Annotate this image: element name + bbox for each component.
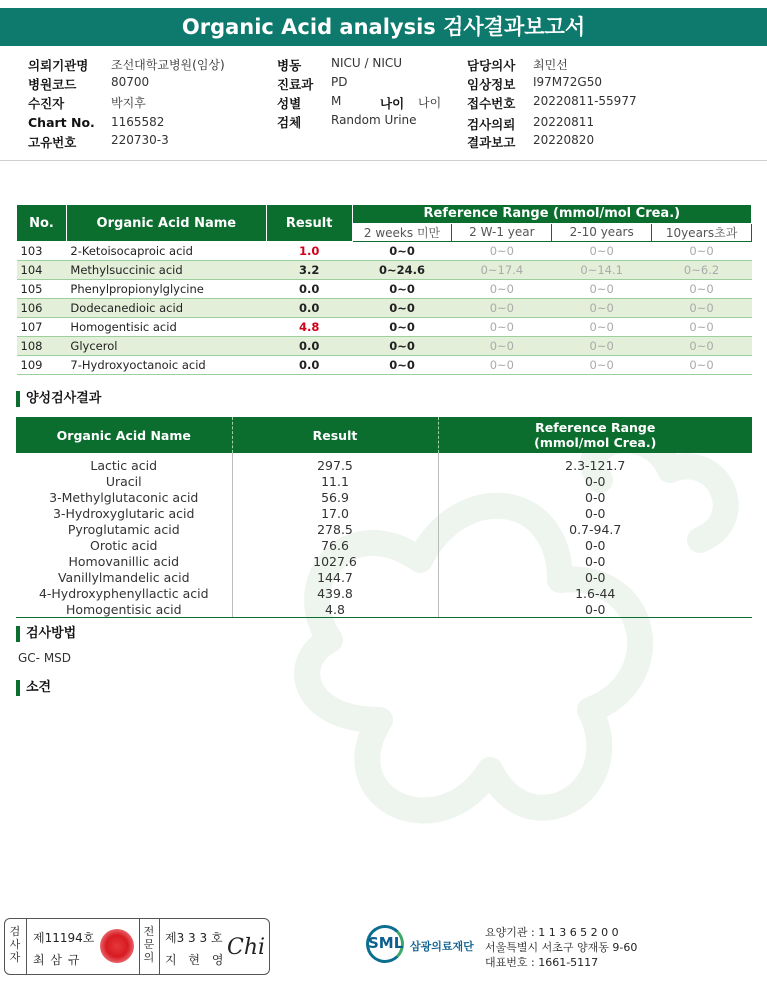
value-unique-no: 220730-3 [111,133,169,147]
value-doctor: 최민선 [533,58,568,72]
ref-line-1: Reference Range [535,420,656,435]
label-age: 나이 [380,96,405,111]
row-ref: 0-0 [438,505,752,521]
signature-box [4,918,270,975]
row-name: Phenylpropionylglycine [66,280,266,299]
org-code: 요양기관 : 1 1 3 6 5 2 0 0 [485,926,619,939]
row-ref-2: 0~0 [452,356,552,375]
row-no: 106 [17,299,67,318]
row-ref: 0-0 [438,489,752,505]
label-institution: 의뢰기관명 [28,58,89,73]
section-method-title: 검사방법 [16,626,76,642]
table-row [16,489,752,505]
method-text: GC- MSD [18,651,72,665]
row-result: 278.5 [232,521,438,537]
section-opinion-title: 소견 [16,680,51,696]
label-clinical-info: 임상정보 [467,77,516,92]
value-age: 나이 [418,96,442,110]
value-hospital-code: 80700 [111,75,150,89]
row-ref-4: 0~0 [652,318,752,337]
sub-2w-1y: 2 W-1 year [452,223,552,242]
value-receipt-no: 20220811-55977 [533,94,637,108]
row-result: 0.0 [266,356,352,375]
row-ref-2: 0~0 [452,299,552,318]
label-specimen: 검체 [277,115,302,130]
row-name: Homogentisic acid [16,601,232,618]
table-row [16,505,752,521]
col-name: Organic Acid Name [66,205,266,242]
table-row [17,356,752,375]
examiner-name: 최 삼 규 [33,953,81,967]
sub-2weeks: 2 weeks 미만 [352,223,452,242]
label-department: 진료과 [277,77,314,92]
row-ref-1: 0~0 [352,299,452,318]
org-name: 삼광의료재단 [410,940,474,953]
label-sex: 성별 [277,96,302,111]
row-result: 297.5 [232,453,438,473]
row-ref-3: 0~0 [552,242,652,261]
row-ref-1: 0~0 [352,337,452,356]
row-result: 11.1 [232,473,438,489]
row-ref-3: 0~0 [552,299,652,318]
row-ref: 0-0 [438,537,752,553]
row-ref: 2.3-121.7 [438,453,752,473]
col-result: Result [266,205,352,242]
row-name: Dodecanedioic acid [66,299,266,318]
row-ref-1: 0~0 [352,280,452,299]
row-no: 109 [17,356,67,375]
patient-info [28,56,748,152]
table-row [16,553,752,569]
row-result: 0.0 [266,280,352,299]
row-ref-1: 0~0 [352,242,452,261]
row-result: 0.0 [266,337,352,356]
label-unique-no: 고유번호 [28,135,77,150]
row-result: 4.8 [266,318,352,337]
row-ref-2: 0~17.4 [452,261,552,280]
row-ref: 0-0 [438,569,752,585]
logo-text: SML [368,934,404,952]
label-ward: 병동 [277,58,302,73]
row-name: Methylsuccinic acid [66,261,266,280]
label-doctor: 담당의사 [467,58,516,73]
row-ref-4: 0~0 [652,242,752,261]
value-department: PD [331,75,348,89]
org-address: 서울특별시 서초구 양재동 9-60 [485,941,638,954]
col-result: Result [232,417,438,453]
results-table [16,204,752,375]
row-no: 104 [17,261,67,280]
section-positive-title: 양성검사결과 [16,391,101,407]
col-no: No. [17,205,67,242]
table-row [17,318,752,337]
specialist-name: 지 현 영 [165,953,228,967]
sub-10y: 10years초과 [652,223,752,242]
row-name: Uracil [105,473,142,489]
label-patient: 수진자 [28,96,65,111]
row-name: Homovanillic acid [68,553,180,569]
row-ref-4: 0~0 [652,356,752,375]
row-name: Pyroglutamic acid [67,521,180,537]
value-sex: M [331,94,342,108]
value-ward: NICU / NICU [331,56,403,70]
row-ref: 0-0 [438,473,752,489]
row-name: 3-Hydroxyglutaric acid [53,505,195,521]
row-ref-3: 0~0 [552,356,652,375]
row-ref-3: 0~14.1 [552,261,652,280]
row-result: 56.9 [232,489,438,505]
table-row [16,521,752,537]
table-row [16,569,752,585]
table-row [16,453,752,473]
row-result: 0.0 [266,299,352,318]
row-ref: 0-0 [438,601,752,618]
table-row [17,337,752,356]
row-ref-4: 0~0 [652,337,752,356]
row-result: 144.7 [232,569,438,585]
row-result: 76.6 [232,537,438,553]
label-report-date: 결과보고 [467,135,516,150]
row-name: Homogentisic acid [66,318,266,337]
table-row [16,473,752,489]
row-name: 4-Hydroxyphenyllactic acid [38,585,209,601]
divider [0,160,767,161]
table-row [17,242,752,261]
row-result: 4.8 [232,601,438,618]
row-ref-2: 0~0 [452,337,552,356]
table-row [16,537,752,553]
row-ref-3: 0~0 [552,280,652,299]
row-name: 3-Methylglutaconic acid [49,489,199,505]
row-result: 1.0 [266,242,352,261]
row-name: Vanillylmandelic acid [57,569,190,585]
row-ref-2: 0~0 [452,318,552,337]
value-patient: 박지후 [111,96,146,110]
col-reference: Reference Range (mmol/mol Crea.) [352,205,751,224]
examiner-license: 제11194호 [33,931,95,945]
row-result: 17.0 [232,505,438,521]
ref-line-2: (mmol/mol Crea.) [534,435,657,450]
row-name: 2-Ketoisocaproic acid [66,242,266,261]
row-name: Glycerol [66,337,266,356]
value-specimen: Random Urine [331,113,417,127]
row-ref-2: 0~0 [452,280,552,299]
sub-2-10y: 2-10 years [552,223,652,242]
row-ref-3: 0~0 [552,337,652,356]
row-ref-4: 0~6.2 [652,261,752,280]
row-no: 103 [17,242,67,261]
label-chart-no: Chart No. [28,115,95,130]
row-name: Lactic acid [90,457,158,473]
label-request-date: 검사의뢰 [467,117,516,132]
seal-stamp [100,929,134,963]
row-name: 7-Hydroxyoctanoic acid [66,356,266,375]
row-result: 1027.6 [232,553,438,569]
report-title: Organic Acid analysis 검사결과보고서 [0,8,767,46]
row-no: 105 [17,280,67,299]
table-row [16,601,752,618]
row-ref: 0.7-94.7 [438,521,752,537]
signature: Chi [227,935,266,960]
row-no: 107 [17,318,67,337]
row-no: 108 [17,337,67,356]
row-ref-2: 0~0 [452,242,552,261]
col-reference [438,417,752,453]
row-result: 3.2 [266,261,352,280]
label-hospital-code: 병원코드 [28,77,77,92]
positive-results-table [16,417,752,618]
row-ref-1: 0~24.6 [352,261,452,280]
row-ref-1: 0~0 [352,318,452,337]
org-phone: 대표번호 : 1661-5117 [485,956,599,969]
value-request-date: 20220811 [533,115,595,129]
value-chart-no: 1165582 [111,115,165,129]
table-row [17,299,752,318]
org-info [485,925,637,970]
row-result: 439.8 [232,585,438,601]
row-ref: 1.6-44 [438,585,752,601]
col-name: Organic Acid Name [16,417,232,453]
specialist-license: 제3 3 3 호 [165,931,223,945]
row-name: Orotic acid [89,537,158,553]
value-clinical-info: I97M72G50 [533,75,602,89]
table-row [17,280,752,299]
row-ref-4: 0~0 [652,299,752,318]
value-institution: 조선대학교병원(임상) [111,58,225,72]
examiner-label: 검사자 [9,925,21,964]
specialist-label: 전문의 [143,925,155,964]
label-receipt-no: 접수번호 [467,96,516,111]
value-report-date: 20220820 [533,133,595,147]
row-ref-1: 0~0 [352,356,452,375]
row-ref-3: 0~0 [552,318,652,337]
row-ref-4: 0~0 [652,280,752,299]
row-ref: 0-0 [438,553,752,569]
table-row [17,261,752,280]
table-row [16,585,752,601]
